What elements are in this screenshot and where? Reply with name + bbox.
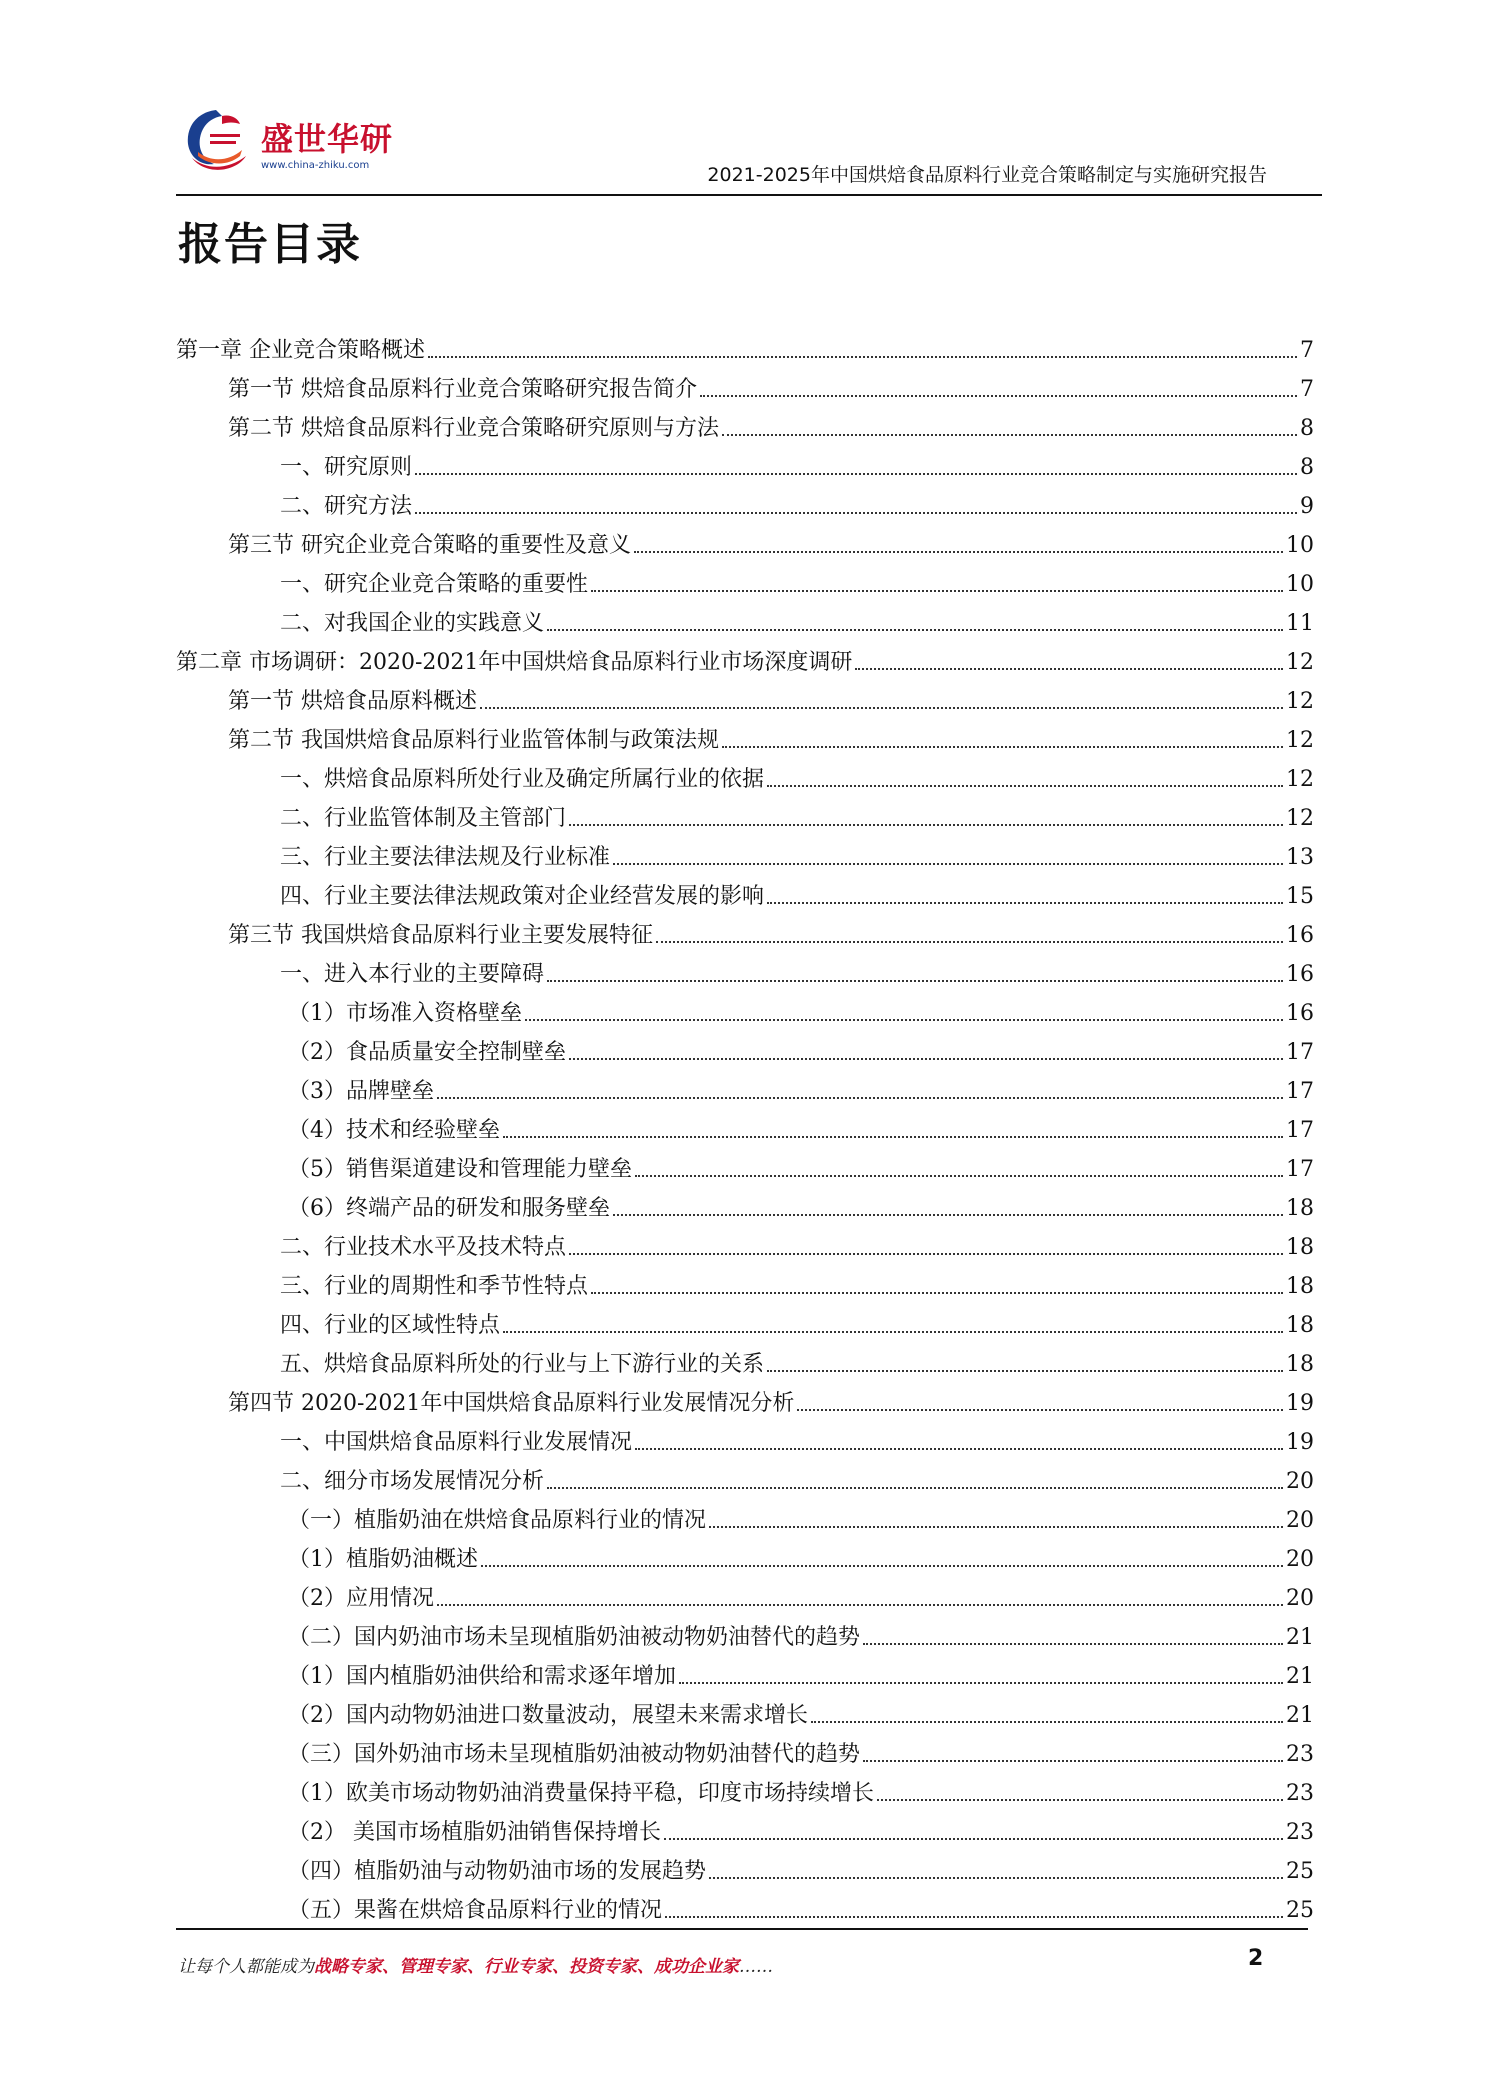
toc-entry-page: 18 <box>1286 1235 1314 1260</box>
toc-entry-label: （3）品牌壁垒 <box>288 1079 434 1104</box>
toc-dot-leader <box>635 1175 1283 1177</box>
toc-dot-leader <box>437 1097 1283 1099</box>
toc-dot-leader <box>767 902 1283 904</box>
toc-entry[interactable] <box>176 521 1314 560</box>
toc-entry[interactable] <box>176 599 1314 638</box>
toc-entry[interactable] <box>176 1184 1314 1223</box>
toc-dot-leader <box>547 629 1283 631</box>
toc-entry[interactable] <box>176 1145 1314 1184</box>
toc-entry-label: （一）植脂奶油在烘焙食品原料行业的情况 <box>288 1508 707 1533</box>
toc-entry[interactable] <box>176 1847 1314 1886</box>
header-divider <box>176 194 1322 196</box>
toc-entry-page: 17 <box>1286 1079 1314 1104</box>
toc-entry-label: 五、烘焙食品原料所处的行业与上下游行业的关系 <box>280 1352 765 1377</box>
toc-entry-page: 23 <box>1286 1820 1314 1845</box>
toc-entry-page: 17 <box>1286 1157 1314 1182</box>
document-title: 2021-2025年中国烘焙食品原料行业竞合策略制定与实施研究报告 <box>707 164 1267 186</box>
toc-entry-page: 8 <box>1300 455 1314 480</box>
toc-entry-page: 12 <box>1286 728 1314 753</box>
toc-entry-label: 四、行业的区域性特点 <box>280 1313 501 1338</box>
toc-entry[interactable] <box>176 1496 1314 1535</box>
toc-entry[interactable] <box>176 677 1314 716</box>
logo-url: www.china-zhiku.com <box>261 160 370 171</box>
toc-entry-page: 15 <box>1286 884 1314 909</box>
toc-dot-leader <box>569 1058 1283 1060</box>
toc-entry-page: 25 <box>1286 1859 1314 1884</box>
toc-entry-page: 18 <box>1286 1274 1314 1299</box>
toc-entry-label: 二、行业监管体制及主管部门 <box>280 806 567 831</box>
footer-prefix: 让每个人都能成为 <box>178 1957 314 1977</box>
toc-dot-leader <box>503 1331 1283 1333</box>
toc-dot-leader <box>722 746 1283 748</box>
toc-entry[interactable] <box>176 1652 1314 1691</box>
toc-dot-leader <box>569 1253 1283 1255</box>
toc-entry[interactable] <box>176 1691 1314 1730</box>
toc-entry[interactable] <box>176 1730 1314 1769</box>
toc-entry-label: （2）应用情况 <box>288 1586 434 1611</box>
toc-entry-label: 二、细分市场发展情况分析 <box>280 1469 545 1494</box>
toc-entry-label: 二、行业技术水平及技术特点 <box>280 1235 567 1260</box>
toc-entry-label: 二、研究方法 <box>280 494 413 519</box>
toc-entry-label: （4）技术和经验壁垒 <box>288 1118 500 1143</box>
toc-entry-label: （1）植脂奶油概述 <box>288 1547 478 1572</box>
toc-dot-leader <box>635 1448 1283 1450</box>
toc-entry[interactable] <box>176 1028 1314 1067</box>
toc-entry[interactable] <box>176 911 1314 950</box>
toc-dot-leader <box>428 356 1297 358</box>
toc-entry-label: 一、烘焙食品原料所处行业及确定所属行业的依据 <box>280 767 765 792</box>
toc-entry-page: 21 <box>1286 1664 1314 1689</box>
toc-entry[interactable] <box>176 326 1314 365</box>
toc-entry-label: 一、中国烘焙食品原料行业发展情况 <box>280 1430 633 1455</box>
toc-entry-page: 12 <box>1286 689 1314 714</box>
toc-dot-leader <box>709 1877 1283 1879</box>
toc-entry-page: 12 <box>1286 806 1314 831</box>
toc-dot-leader <box>547 980 1283 982</box>
toc-entry[interactable] <box>176 872 1314 911</box>
toc-entry-page: 11 <box>1286 611 1314 636</box>
toc-entry-page: 17 <box>1286 1118 1314 1143</box>
toc-entry-page: 9 <box>1300 494 1314 519</box>
toc-dot-leader <box>665 1916 1283 1918</box>
toc-dot-leader <box>634 551 1283 553</box>
toc-entry-page: 25 <box>1286 1898 1314 1923</box>
toc-entry-page: 18 <box>1286 1196 1314 1221</box>
toc-dot-leader <box>700 395 1297 397</box>
toc-entry[interactable] <box>176 1262 1314 1301</box>
toc-entry[interactable] <box>176 755 1314 794</box>
toc-entry-label: （1）国内植脂奶油供给和需求逐年增加 <box>288 1664 676 1689</box>
toc-entry[interactable] <box>176 833 1314 872</box>
toc-entry-label: （2）食品质量安全控制壁垒 <box>288 1040 566 1065</box>
toc-entry[interactable] <box>176 1808 1314 1847</box>
toc-dot-leader <box>767 1370 1283 1372</box>
toc-entry-label: （1）欧美市场动物奶油消费量保持平稳，印度市场持续增长 <box>288 1781 874 1806</box>
toc-dot-leader <box>855 668 1283 670</box>
toc-dot-leader <box>480 707 1283 709</box>
toc-entry[interactable] <box>176 1574 1314 1613</box>
toc-entry-page: 18 <box>1286 1313 1314 1338</box>
toc-entry[interactable] <box>176 404 1314 443</box>
toc-dot-leader <box>591 1292 1283 1294</box>
toc-dot-leader <box>863 1760 1283 1762</box>
toc-entry-page: 20 <box>1286 1508 1314 1533</box>
toc-entry-page: 18 <box>1286 1352 1314 1377</box>
toc-entry-label: 三、行业的周期性和季节性特点 <box>280 1274 589 1299</box>
toc-entry-label: （1）市场准入资格壁垒 <box>288 1001 522 1026</box>
logo-text: 盛世华研 <box>261 120 394 158</box>
toc-entry-page: 19 <box>1286 1391 1314 1416</box>
toc-entry-page: 23 <box>1286 1742 1314 1767</box>
company-logo <box>176 104 406 180</box>
toc-entry-label: （五）果酱在烘焙食品原料行业的情况 <box>288 1898 663 1923</box>
toc-entry-page: 7 <box>1300 377 1314 402</box>
toc-entry-label: （四）植脂奶油与动物奶油市场的发展趋势 <box>288 1859 707 1884</box>
toc-entry[interactable] <box>176 1301 1314 1340</box>
toc-entry-label: 四、行业主要法律法规政策对企业经营发展的影响 <box>280 884 765 909</box>
toc-dot-leader <box>709 1526 1283 1528</box>
toc-entry-label: 第四节 2020-2021年中国烘焙食品原料行业发展情况分析 <box>228 1391 795 1416</box>
toc-entry-page: 7 <box>1300 338 1314 363</box>
toc-entry-label: 第三节 研究企业竞合策略的重要性及意义 <box>228 533 631 558</box>
toc-entry[interactable] <box>176 1223 1314 1262</box>
toc-entry-page: 12 <box>1286 767 1314 792</box>
toc-entry-page: 21 <box>1286 1703 1314 1728</box>
toc-entry-label: 第一节 烘焙食品原料行业竞合策略研究报告简介 <box>228 377 697 402</box>
toc-entry[interactable] <box>176 1457 1314 1496</box>
toc-entry[interactable] <box>176 1613 1314 1652</box>
toc-dot-leader <box>569 824 1283 826</box>
toc-entry-page: 20 <box>1286 1586 1314 1611</box>
toc-dot-leader <box>547 1487 1283 1489</box>
toc-dot-leader <box>877 1799 1283 1801</box>
toc-dot-leader <box>656 941 1283 943</box>
toc-entry[interactable] <box>176 794 1314 833</box>
toc-entry-label: 第三节 我国烘焙食品原料行业主要发展特征 <box>228 923 653 948</box>
toc-entry-page: 16 <box>1286 962 1314 987</box>
toc-dot-leader <box>767 785 1283 787</box>
toc-entry[interactable] <box>176 1418 1314 1457</box>
footer-slogan <box>178 1952 773 1977</box>
toc-entry[interactable] <box>176 1379 1314 1418</box>
toc-entry-page: 19 <box>1286 1430 1314 1455</box>
toc-dot-leader <box>415 512 1297 514</box>
footer-suffix: …… <box>739 1957 773 1977</box>
toc-entry-label: 第一章 企业竞合策略概述 <box>176 338 425 363</box>
toc-entry-label: （6）终端产品的研发和服务壁垒 <box>288 1196 610 1221</box>
toc-entry[interactable] <box>176 716 1314 755</box>
toc-dot-leader <box>613 1214 1283 1216</box>
toc-entry-label: （2） 美国市场植脂奶油销售保持增长 <box>288 1820 661 1845</box>
toc-dot-leader <box>437 1604 1283 1606</box>
page-number: 2 <box>1248 1946 1264 1971</box>
toc-dot-leader <box>591 590 1283 592</box>
table-of-contents <box>176 326 1314 1925</box>
toc-entry[interactable] <box>176 1106 1314 1145</box>
toc-entry-page: 16 <box>1286 1001 1314 1026</box>
toc-entry-page: 8 <box>1300 416 1314 441</box>
toc-entry-label: 一、研究原则 <box>280 455 413 480</box>
toc-entry[interactable] <box>176 950 1314 989</box>
toc-entry-page: 17 <box>1286 1040 1314 1065</box>
toc-entry[interactable] <box>176 1067 1314 1106</box>
toc-entry-page: 20 <box>1286 1469 1314 1494</box>
toc-entry-label: 第一节 烘焙食品原料概述 <box>228 689 477 714</box>
toc-dot-leader <box>613 863 1283 865</box>
toc-entry[interactable] <box>176 1535 1314 1574</box>
toc-entry-label: （5）销售渠道建设和管理能力壁垒 <box>288 1157 632 1182</box>
toc-entry-page: 13 <box>1286 845 1314 870</box>
toc-entry-label: 三、行业主要法律法规及行业标准 <box>280 845 611 870</box>
toc-entry-label: 二、对我国企业的实践意义 <box>280 611 545 636</box>
footer-highlight: 战略专家、管理专家、行业专家、投资专家、成功企业家 <box>314 1957 739 1977</box>
toc-entry[interactable] <box>176 1769 1314 1808</box>
toc-dot-leader <box>811 1721 1283 1723</box>
toc-dot-leader <box>863 1643 1283 1645</box>
toc-dot-leader <box>664 1838 1283 1840</box>
toc-entry[interactable] <box>176 989 1314 1028</box>
toc-entry-label: 第二节 我国烘焙食品原料行业监管体制与政策法规 <box>228 728 719 753</box>
toc-dot-leader <box>722 434 1297 436</box>
toc-entry[interactable] <box>176 638 1314 677</box>
toc-entry-label: 第二节 烘焙食品原料行业竞合策略研究原则与方法 <box>228 416 719 441</box>
toc-entry-label: （三）国外奶油市场未呈现植脂奶油被动物奶油替代的趋势 <box>288 1742 861 1767</box>
toc-entry[interactable] <box>176 560 1314 599</box>
toc-entry[interactable] <box>176 1340 1314 1379</box>
toc-entry[interactable] <box>176 443 1314 482</box>
logo-emblem-icon <box>176 104 260 180</box>
toc-entry-label: （2）国内动物奶油进口数量波动，展望未来需求增长 <box>288 1703 808 1728</box>
toc-entry-page: 10 <box>1286 572 1314 597</box>
toc-entry-label: 一、进入本行业的主要障碍 <box>280 962 545 987</box>
toc-dot-leader <box>415 473 1297 475</box>
toc-dot-leader <box>503 1136 1283 1138</box>
toc-entry[interactable] <box>176 482 1314 521</box>
page-header <box>0 0 1485 200</box>
toc-dot-leader <box>797 1409 1283 1411</box>
toc-entry-label: （二）国内奶油市场未呈现植脂奶油被动物奶油替代的趋势 <box>288 1625 861 1650</box>
footer-divider <box>176 1928 1308 1930</box>
toc-dot-leader <box>481 1565 1283 1567</box>
toc-entry-page: 20 <box>1286 1547 1314 1572</box>
toc-entry[interactable] <box>176 365 1314 404</box>
toc-entry-page: 10 <box>1286 533 1314 558</box>
toc-entry-label: 一、研究企业竞合策略的重要性 <box>280 572 589 597</box>
toc-entry-page: 16 <box>1286 923 1314 948</box>
page-title: 报告目录 <box>178 219 362 270</box>
toc-entry[interactable] <box>176 1886 1314 1925</box>
toc-dot-leader <box>525 1019 1283 1021</box>
toc-entry-page: 23 <box>1286 1781 1314 1806</box>
toc-entry-label: 第二章 市场调研：2020-2021年中国烘焙食品原料行业市场深度调研 <box>176 650 853 675</box>
toc-dot-leader <box>679 1682 1283 1684</box>
toc-entry-page: 21 <box>1286 1625 1314 1650</box>
toc-entry-page: 12 <box>1286 650 1314 675</box>
